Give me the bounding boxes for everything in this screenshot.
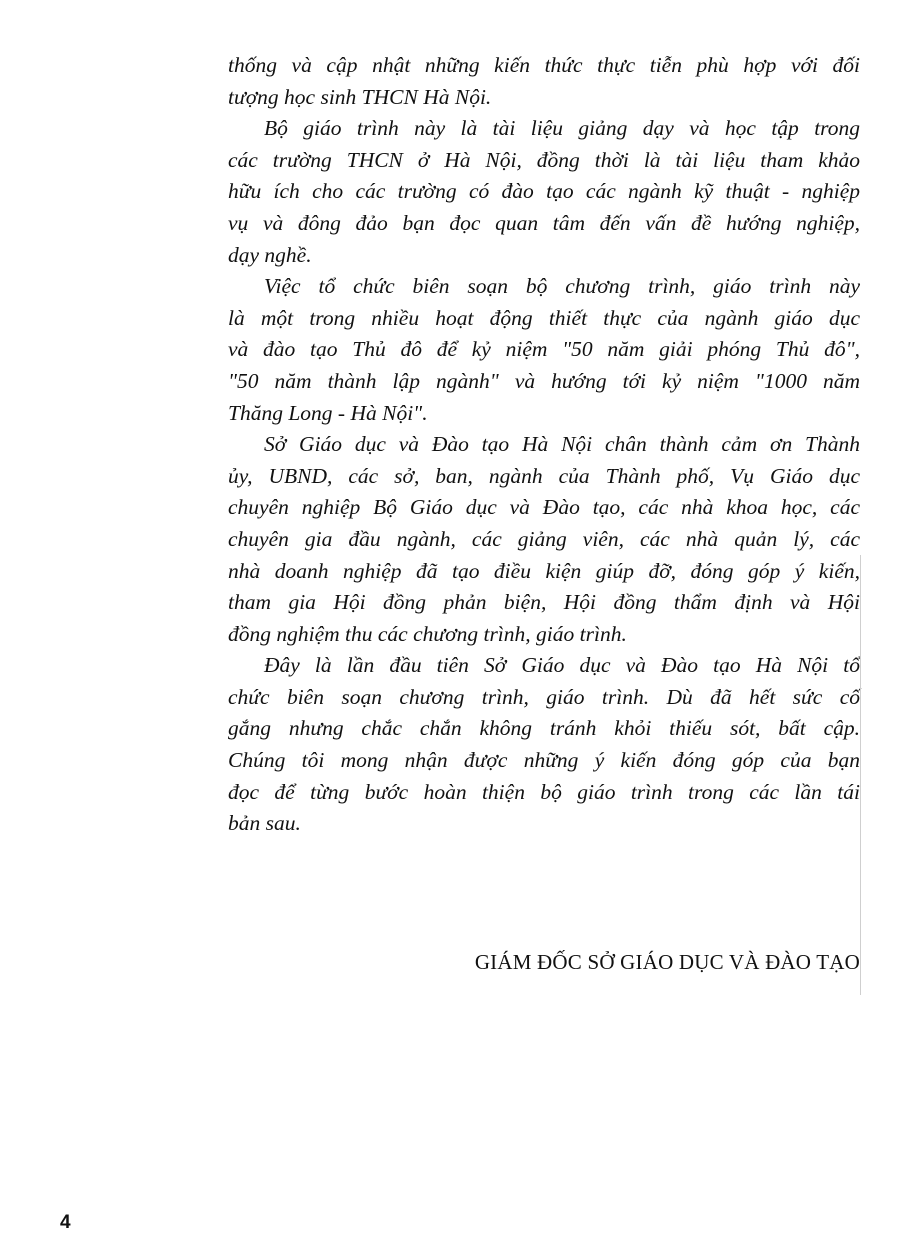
text-line: "50 năm thành lập ngành" và hướng tới kỷ niệm "1000 năm	[228, 368, 860, 393]
text-line: chức biên soạn chương trình, giáo trình. Dù đã hết sức cố	[228, 684, 860, 709]
page-edge-rule	[860, 555, 861, 995]
text-line: tham gia Hội đồng phản biện, Hội đồng thẩm định và Hội	[228, 590, 860, 615]
text-line: Thăng Long - Hà Nội".	[228, 400, 428, 425]
text-line: đồng nghiệm thu các chương trình, giáo trình.	[228, 621, 627, 646]
text-line: vụ và đông đảo bạn đọc quan tâm đến vấn đề hướng nghiệp,	[228, 210, 860, 235]
text-line: Bộ giáo trình này là tài liệu giảng dạy và học tập trong	[264, 116, 860, 141]
text-line: bản sau.	[228, 811, 301, 836]
text-line: các trường THCN ở Hà Nội, đồng thời là tài liệu tham khảo	[228, 147, 860, 172]
text-line: chuyên nghiệp Bộ Giáo dục và Đào tạo, các nhà khoa học, các	[228, 495, 860, 520]
text-line: là một trong nhiều hoạt động thiết thực của ngành giáo dục	[228, 305, 860, 330]
text-line: gắng nhưng chắc chắn không tránh khỏi thiếu sót, bất cập.	[228, 716, 860, 741]
text-line: Việc tổ chức biên soạn bộ chương trình, giáo trình này	[264, 274, 860, 299]
text-line: Sở Giáo dục và Đào tạo Hà Nội chân thành cảm ơn Thành	[264, 432, 860, 457]
text-line: hữu ích cho các trường có đào tạo các ngành kỹ thuật - nghiệp	[228, 179, 860, 204]
page-number: 4	[60, 1212, 71, 1233]
text-line: ủy, UBND, các sở, ban, ngành của Thành phố, Vụ Giáo dục	[228, 463, 860, 488]
text-line: và đào tạo Thủ đô để kỷ niệm "50 năm giải phóng Thủ đô",	[228, 337, 860, 362]
text-line: dạy nghề.	[228, 242, 312, 267]
text-line: đọc để từng bước hoàn thiện bộ giáo trình trong các lần tái	[228, 779, 860, 804]
text-line: nhà doanh nghiệp đã tạo điều kiện giúp đỡ, đóng góp ý kiến,	[228, 558, 860, 583]
text-line: tượng học sinh THCN Hà Nội.	[228, 84, 492, 109]
text-line: thống và cập nhật những kiến thức thực tiễn phù hợp với đối	[228, 53, 860, 77]
text-line: Đây là lần đầu tiên Sở Giáo dục và Đào tạo Hà Nội tổ	[264, 653, 860, 678]
body-text	[228, 50, 860, 840]
text-line: Chúng tôi mong nhận được những ý kiến đóng góp của bạn	[228, 748, 860, 773]
signature-line: GIÁM ĐỐC SỞ GIÁO DỤC VÀ ĐÀO TẠO	[474, 950, 860, 974]
text-line: chuyên gia đầu ngành, các giảng viên, các nhà quản lý, các	[228, 526, 860, 551]
